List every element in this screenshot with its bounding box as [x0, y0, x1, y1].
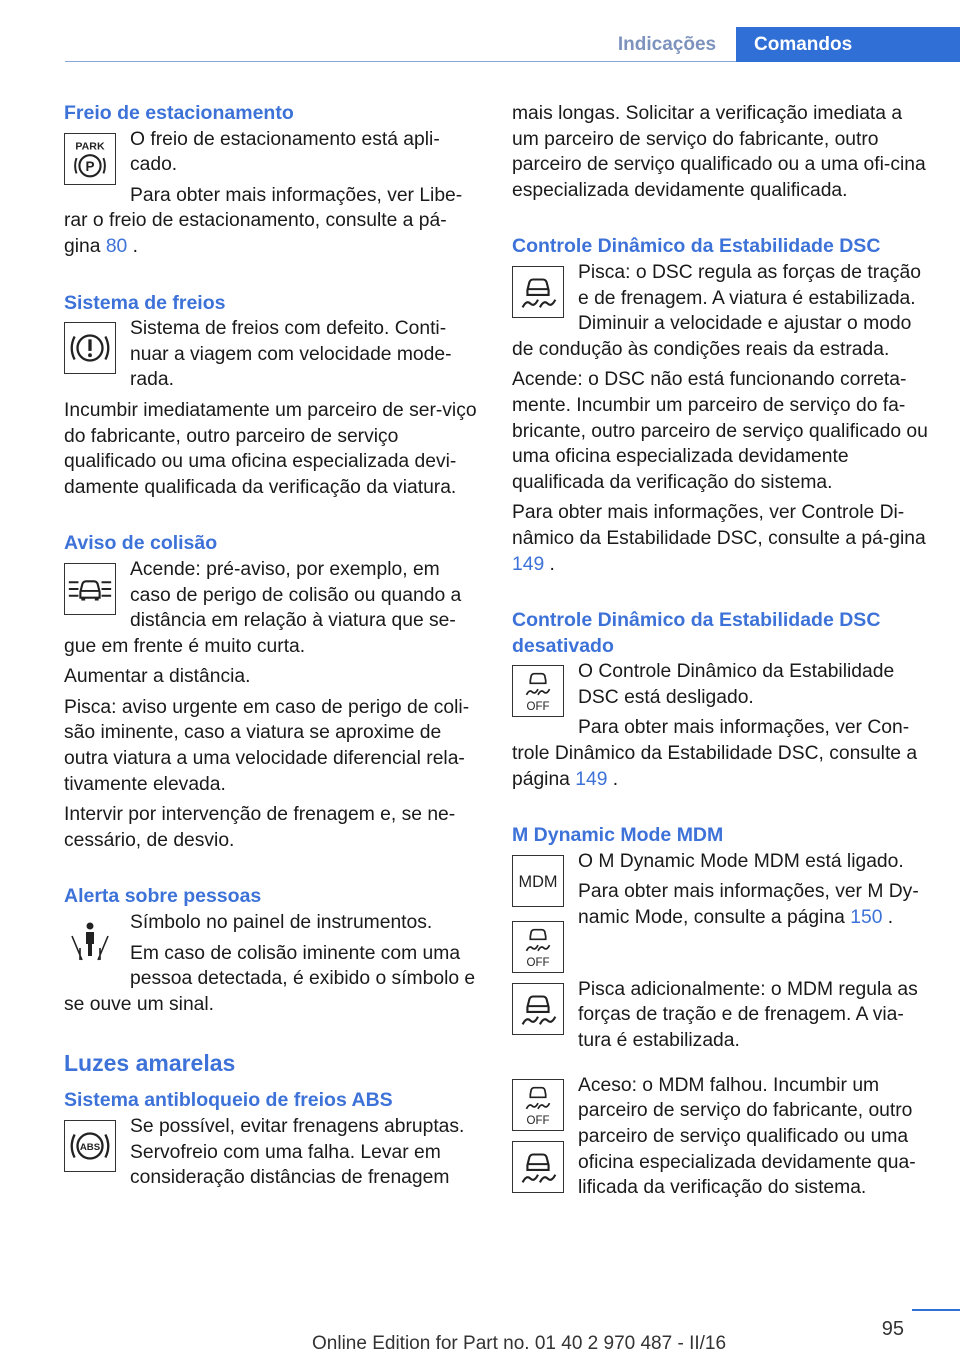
page-link[interactable]: 80	[105, 235, 128, 257]
paragraph: Aumentar a distância.	[64, 666, 251, 688]
paragraph: Pisca adicionalmente: o MDM regula as forças de tração e de frenagem. A via‐tura é estabilizada.	[578, 978, 918, 1052]
paragraph: Pisca: o DSC regula as forças de tração e de frenagem. A viatura é estabilizada. Diminuir a velocidade e ajustar o modo de condução às condições reais da estrada.	[512, 261, 921, 360]
paragraph: O M Dynamic Mode MDM está ligado.	[578, 850, 904, 872]
svg-text:OFF: OFF	[526, 701, 550, 714]
abs-warning-icon	[64, 1120, 116, 1172]
svg-text:MDM: MDM	[518, 872, 558, 891]
tab-comandos[interactable]: Comandos	[736, 27, 960, 62]
section-title: Sistema de freios	[64, 291, 226, 314]
paragraph: Intervir por intervenção de frenagem e, se ne‐cessário, de desvio.	[64, 804, 456, 851]
edition-text: Online Edition for Part no. 01 40 2 970 487 - II/16	[312, 1333, 727, 1354]
section-title: Sistema antibloqueio de freios ABS	[64, 1089, 393, 1112]
section-title: Freio de estacionamento	[64, 102, 294, 124]
page-number: 95	[881, 1318, 904, 1340]
paragraph: Acende: o DSC não está funcionando correta‐mente. Incumbir um parceiro de serviço do fa‐bricante, outro parceiro de serviço qualificado ou uma oficina especializada devidamente qualificada da verificação do sistema.	[512, 369, 928, 493]
section-title: Controle Dinâmico da Estabilidade DSC desativado	[512, 609, 881, 657]
mdm-icon	[512, 855, 564, 907]
footer-rule	[912, 1309, 960, 1311]
pedestrian-warning-icon	[64, 916, 116, 968]
svg-text:OFF: OFF	[526, 957, 550, 970]
paragraph: Em caso de colisão iminente com uma pessoa detectada, é exibido o símbolo e se ouve um sinal.	[64, 942, 476, 1015]
section-title: Alerta sobre pessoas	[64, 885, 262, 908]
paragraph: Para obter mais informações, ver Con‐trole Dinâmico da Estabilidade DSC, consulte a página 149 .	[512, 717, 918, 790]
section-title: M Dynamic Mode MDM	[512, 824, 724, 847]
paragraph: Sistema de freios com defeito. Conti‐nuar a viagem com velocidade mode‐rada.	[130, 318, 452, 391]
paragraph: O freio de estacionamento está apli‐cado.	[130, 128, 440, 176]
svg-text:PARK: PARK	[75, 139, 105, 152]
paragraph: Incumbir imediatamente um parceiro de ser‐viço do fabricante, outro parceiro de serviço qualificado ou uma oficina especializada devi‐damente qualificada da verificação da viatura.	[64, 399, 477, 498]
tab-indicacoes[interactable]: Indicações	[617, 34, 717, 55]
paragraph: Para obter mais informações, ver Controle Di‐nâmico da Estabilidade DSC, consulte a pá‐gina 149 .	[512, 502, 926, 575]
dsc-icon	[512, 983, 564, 1035]
paragraph: Se possível, evitar frenagens abruptas. Servofreio com uma falha. Levar em consideração distâncias de frenagem	[130, 1116, 465, 1189]
dsc-off-icon	[512, 1079, 564, 1131]
page-link[interactable]: 150	[850, 907, 883, 929]
page-link[interactable]: 149	[575, 768, 608, 790]
paragraph: Para obter mais informações, ver Libe‐rar o freio de estacionamento, consulte a pá‐gina 80 .	[64, 184, 463, 257]
collision-warning-icon	[64, 563, 116, 615]
page-link[interactable]: 149	[512, 553, 545, 575]
section-title: Aviso de colisão	[64, 532, 218, 555]
paragraph: Pisca: aviso urgente em caso de perigo de coli‐são iminente, caso a viatura se aproxime de outra viatura a uma velocidade diferencial rela‐tivamente elevada.	[64, 696, 470, 795]
paragraph: Para obter mais informações, ver M Dy‐namic Mode, consulte a página 150 .	[578, 881, 919, 929]
chapter-title: Luzes amarelas	[64, 1050, 236, 1077]
paragraph: O Controle Dinâmico da Estabilidade DSC está desligado.	[578, 661, 895, 708]
brake-system-warning-icon	[64, 322, 116, 374]
paragraph: Acende: pré-aviso, por exemplo, em caso de perigo de colisão ou quando a distância em relação à viatura que se‐gue em frente é muito curta.	[64, 558, 462, 657]
dsc-icon	[512, 1141, 564, 1193]
dsc-icon	[512, 266, 564, 318]
dsc-off-icon	[512, 665, 564, 717]
paragraph: Símbolo no painel de instrumentos.	[130, 912, 433, 934]
section-title: Controle Dinâmico da Estabilidade DSC	[512, 235, 881, 258]
left-column	[64, 101, 482, 1196]
paragraph: mais longas. Solicitar a verificação imediata a um parceiro de serviço do fabricante, outro parceiro de serviço qualificado ou a uma ofi‐cina especializada devidamente qualificada.	[512, 103, 926, 201]
svg-text:P: P	[85, 158, 95, 174]
right-column	[512, 101, 932, 1206]
svg-text:ABS: ABS	[79, 1141, 101, 1153]
parking-brake-icon	[64, 133, 116, 185]
svg-text:OFF: OFF	[526, 1115, 550, 1128]
paragraph: Aceso: o MDM falhou. Incumbir um parceiro de serviço do fabricante, outro parceiro de serviço qualificado ou uma oficina especializada devidamente qua‐lificada da verificação do sistema.	[578, 1074, 916, 1199]
dsc-off-icon	[512, 921, 564, 973]
